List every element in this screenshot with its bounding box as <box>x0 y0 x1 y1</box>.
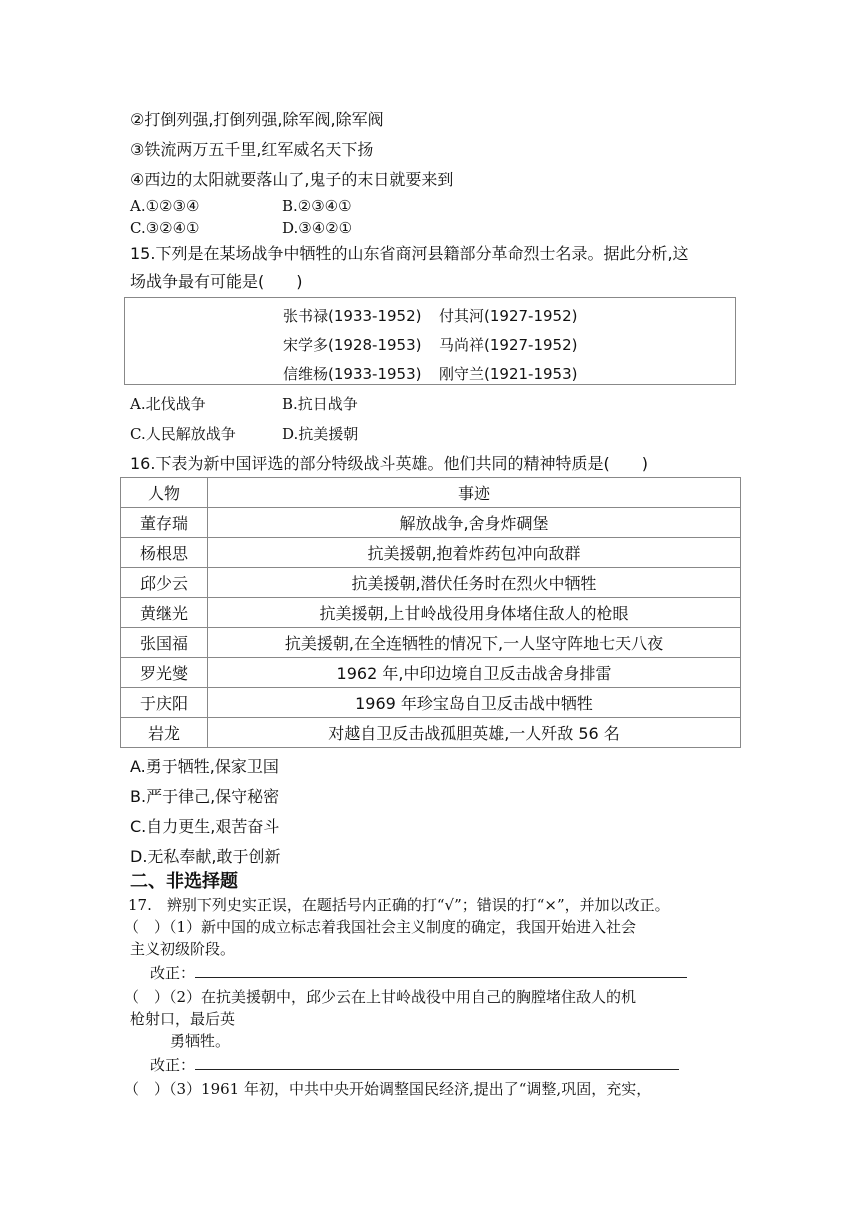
q14-option-b: B.②③④① <box>282 197 352 215</box>
hero-deed: 抗美援朝,潜伏任务时在烈火中牺牲 <box>208 568 741 598</box>
hero-name: 黄继光 <box>121 598 208 628</box>
q15-option-a: A.北伐战争 <box>130 395 206 413</box>
q14-option-d: D.③④②① <box>282 219 353 237</box>
correction-label: 改正： <box>150 1056 196 1074</box>
q16-option-a: A.勇于牺牲,保家卫国 <box>130 757 279 776</box>
hero-deed: 1962 年,中印边境自卫反击战舍身排雷 <box>208 658 741 688</box>
martyr-row <box>283 335 577 355</box>
table-row <box>121 538 741 568</box>
q15-martyr-list-box <box>124 297 736 385</box>
answer-blank[interactable] <box>195 1055 679 1070</box>
hero-deed: 抗美援朝,上甘岭战役用身体堵住敌人的枪眼 <box>208 598 741 628</box>
q17-item1-line1: （ ）（1）新中国的成立标志着我国社会主义制度的确定，我国开始进入社会 <box>124 918 637 936</box>
hero-name: 邱少云 <box>121 568 208 598</box>
martyr-name: 宋学多(1928-1953) <box>283 336 422 354</box>
q16-option-b: B.严于律己,保守秘密 <box>130 787 280 806</box>
q14-item-2: ②打倒列强,打倒列强,除军阀,除军阀 <box>130 110 384 129</box>
martyr-name: 付其河(1927-1952) <box>439 307 578 325</box>
answer-blank[interactable] <box>195 963 687 978</box>
hero-deed: 抗美援朝,抱着炸药包冲向敌群 <box>208 538 741 568</box>
table-row <box>121 688 741 718</box>
q15-option-c: C.人民解放战争 <box>130 425 236 443</box>
table-row <box>121 598 741 628</box>
hero-name: 杨根思 <box>121 538 208 568</box>
martyr-name: 信维杨(1933-1953) <box>283 365 422 383</box>
hero-deed: 抗美援朝,在全连牺牲的情况下,一人坚守阵地七天八夜 <box>208 628 741 658</box>
hero-deed: 1969 年珍宝岛自卫反击战中牺牲 <box>208 688 741 718</box>
q14-option-a: A.①②③④ <box>130 197 200 215</box>
q15-option-d: D.抗美援朝 <box>282 425 359 443</box>
q17-correction-1 <box>150 962 687 984</box>
table-row <box>121 658 741 688</box>
q14-item-4: ④西边的太阳就要落山了,鬼子的末日就要来到 <box>130 170 454 189</box>
q17-item2-line3: 勇牺牲。 <box>170 1032 231 1050</box>
q14-option-c: C.③②④① <box>130 219 200 237</box>
q16-option-d: D.无私奉献,敢于创新 <box>130 847 281 866</box>
q15-stem-line1: 15.下列是在某场战争中牺牲的山东省商河县籍部分革命烈士名录。据此分析,这 <box>130 244 689 263</box>
q17-item3-line1: （ ）（3）1961 年初，中共中央开始调整国民经济,提出了“调整,巩固，充实， <box>124 1080 652 1098</box>
table-row <box>121 508 741 538</box>
q14-item-3: ③铁流两万五千里,红军威名天下扬 <box>130 140 374 159</box>
martyr-row <box>283 364 577 384</box>
table-header: 人物 <box>121 478 208 508</box>
table-row <box>121 628 741 658</box>
q15-option-b: B.抗日战争 <box>282 395 358 413</box>
table-header-row <box>121 478 741 508</box>
q15-stem-line2: 场战争最有可能是( ) <box>130 272 303 291</box>
q17-item2-line1: （ ）（2）在抗美援朝中，邱少云在上甘岭战役中用自己的胸膛堵住敌人的机 <box>124 988 637 1006</box>
martyr-row <box>283 306 577 326</box>
hero-name: 于庆阳 <box>121 688 208 718</box>
q16-option-c: C.自力更生,艰苦奋斗 <box>130 817 280 836</box>
q17-correction-2 <box>150 1054 679 1076</box>
correction-label: 改正： <box>150 964 196 982</box>
q17-stem: 17. 辨别下列史实正误，在题括号内正确的打“√”；错误的打“×”，并加以改正。 <box>128 896 670 914</box>
q17-item2-line2: 枪射口，最后英 <box>130 1010 236 1028</box>
hero-name: 岩龙 <box>121 718 208 748</box>
table-header: 事迹 <box>208 478 741 508</box>
q16-stem: 16.下表为新中国评选的部分特级战斗英雄。他们共同的精神特质是( ) <box>130 454 648 473</box>
martyr-name: 马尚祥(1927-1952) <box>439 336 578 354</box>
section-heading: 二、非选择题 <box>130 871 238 892</box>
hero-name: 罗光燮 <box>121 658 208 688</box>
table-row <box>121 718 741 748</box>
q16-hero-table <box>120 477 741 748</box>
martyr-name: 张书禄(1933-1952) <box>283 307 422 325</box>
hero-deed: 对越自卫反击战孤胆英雄,一人歼敌 56 名 <box>208 718 741 748</box>
hero-deed: 解放战争,舍身炸碉堡 <box>208 508 741 538</box>
hero-name: 董存瑞 <box>121 508 208 538</box>
table-row <box>121 568 741 598</box>
martyr-name: 刚守兰(1921-1953) <box>439 365 578 383</box>
hero-name: 张国福 <box>121 628 208 658</box>
q17-item1-line2: 主义初级阶段。 <box>130 940 236 958</box>
